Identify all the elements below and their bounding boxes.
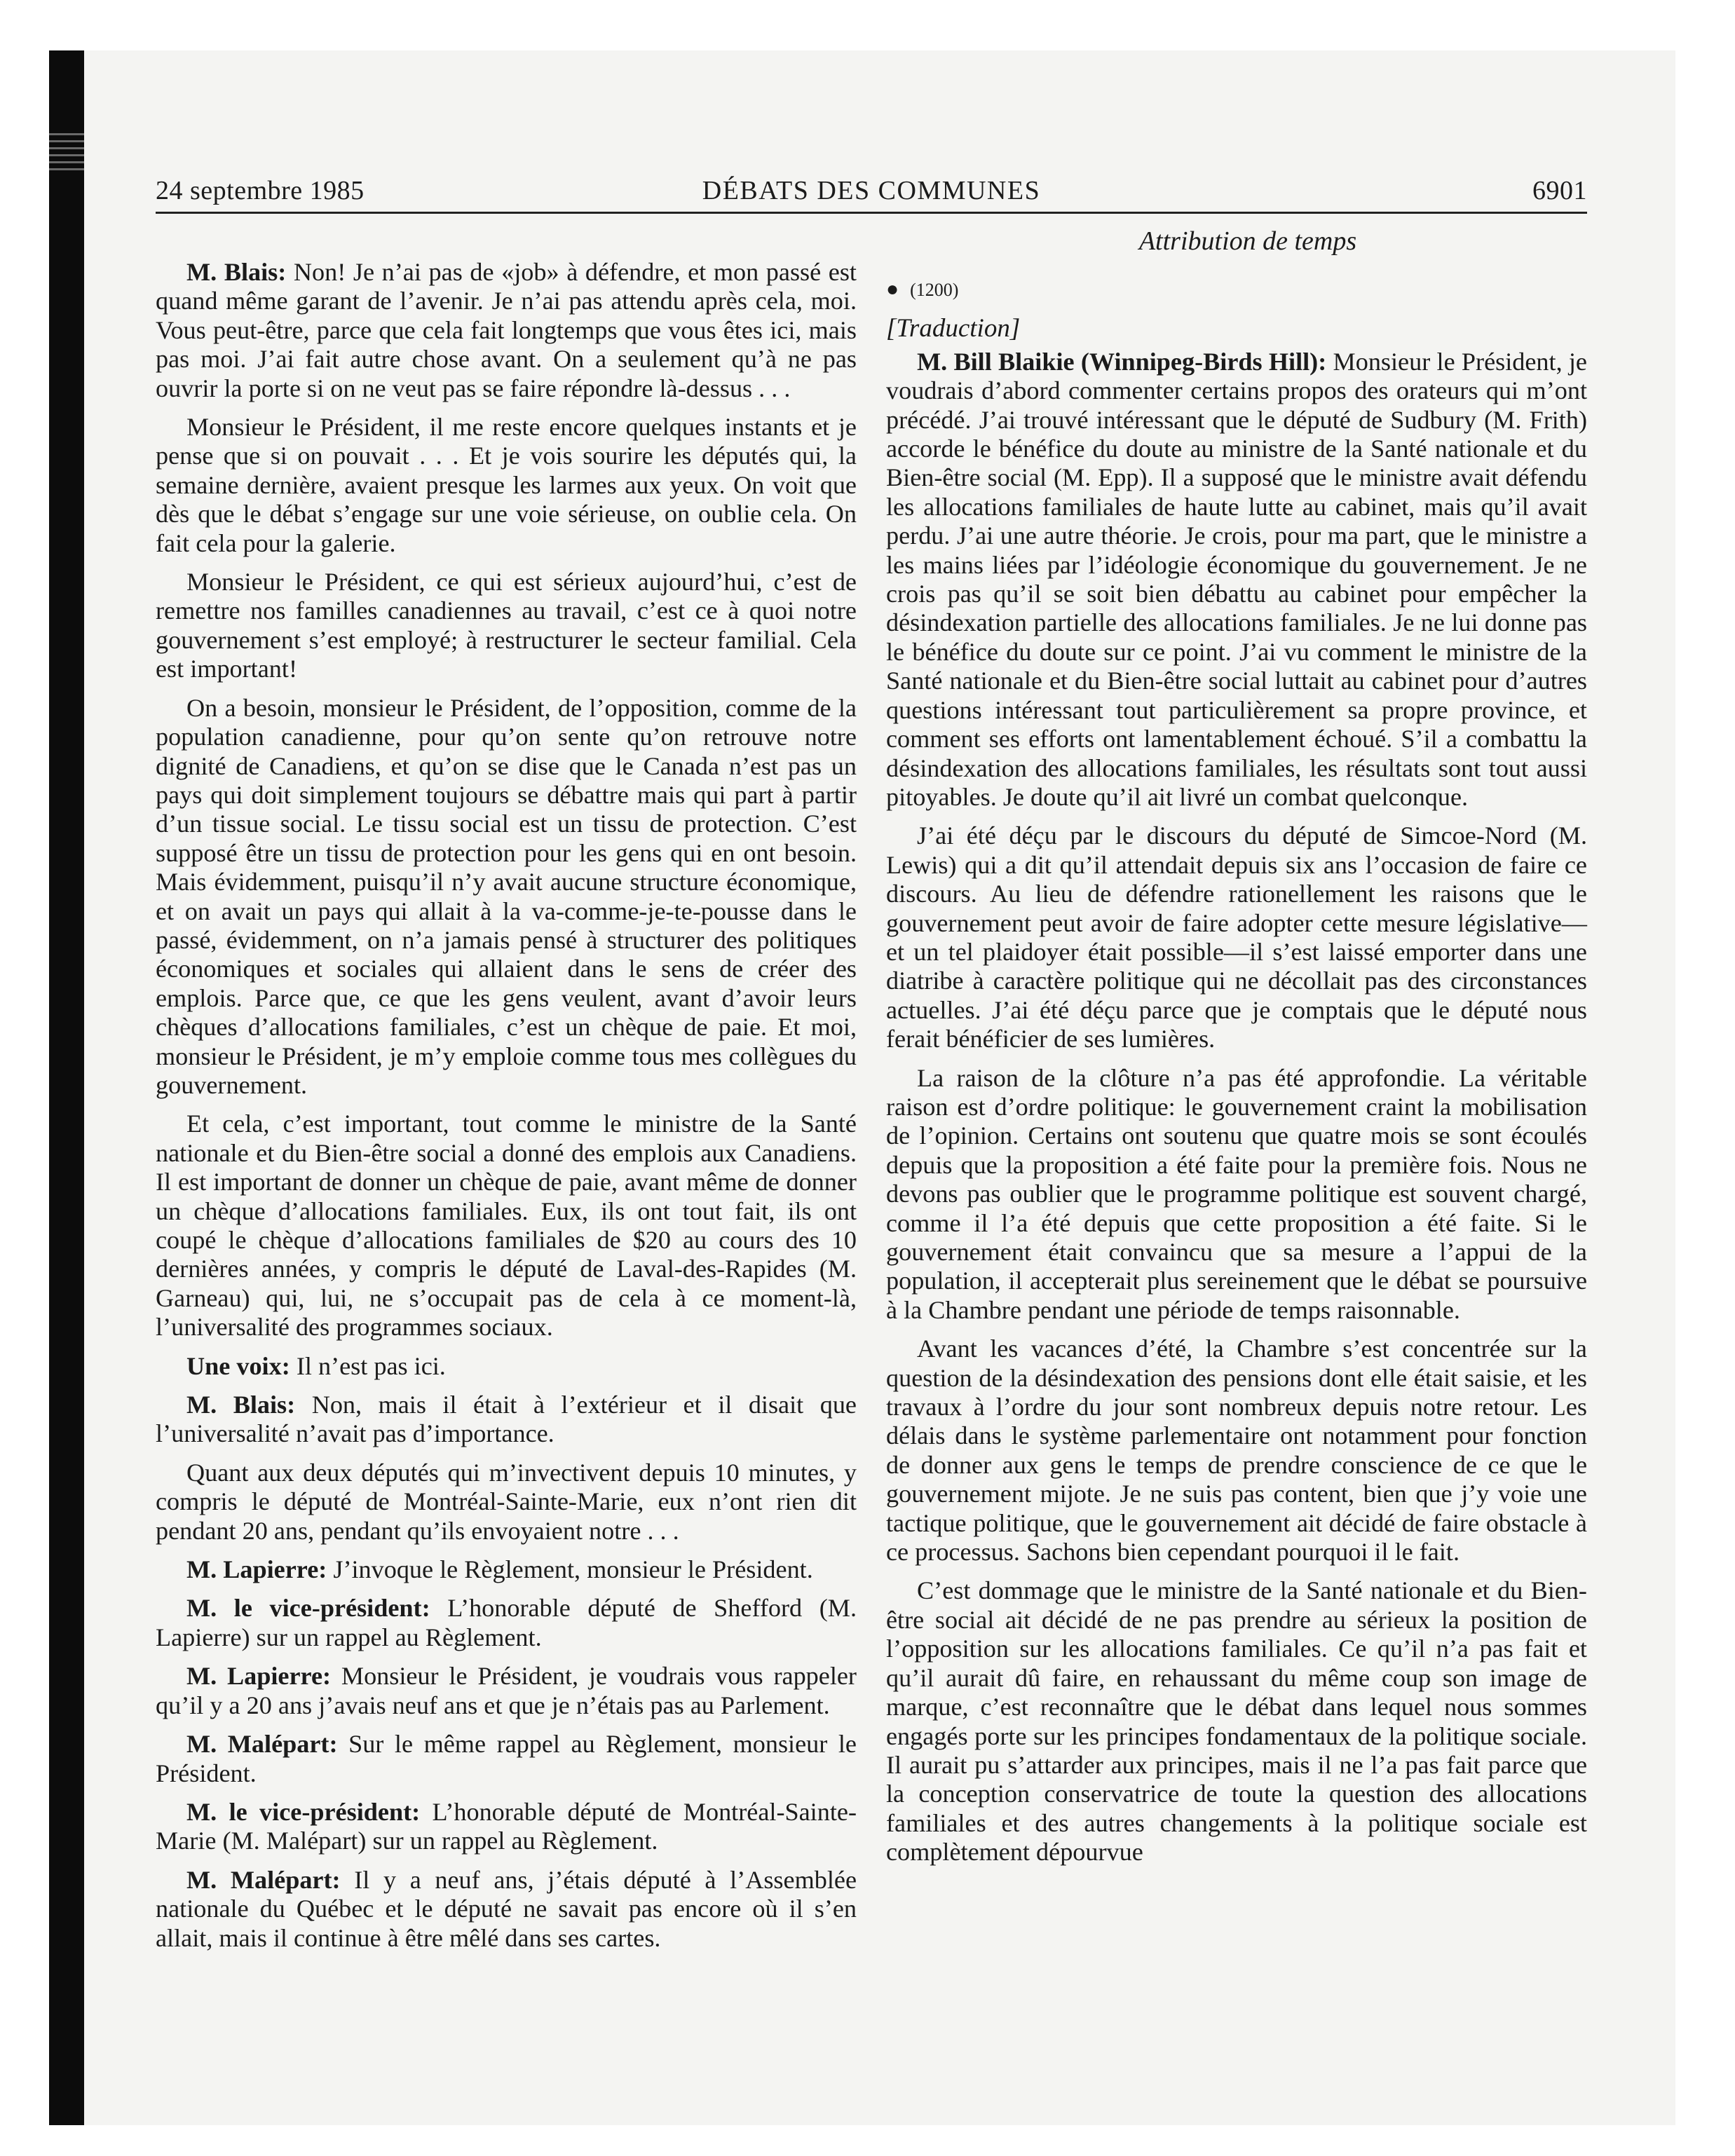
paragraph <box>886 1064 1587 1325</box>
speaker-name: M. Lapierre: <box>186 1662 332 1691</box>
paragraph <box>156 1391 857 1449</box>
paragraph-text: Il n’est pas ici. <box>290 1351 446 1380</box>
binding-edge <box>49 50 84 2125</box>
translation-note: [Traduction] <box>886 314 1021 343</box>
paragraph <box>156 1798 857 1856</box>
right-paragraphs <box>886 348 1587 1867</box>
paragraph-text: Quant aux deux députés qui m’invectivent depuis 10 minutes, y compris le député de Montréal-Sainte-Marie, eux n’ont rien dit pendant 20 ans, pendant qu’ils envoyaient notre . . . <box>156 1458 857 1545</box>
speaker-name: M. Malépart: <box>186 1865 341 1894</box>
paragraph-text: L’honorable député de Montréal-Sainte-Marie (M. Malépart) sur un rappel au Règlement. <box>156 1797 857 1855</box>
speaker-name: M. le vice-président: <box>186 1594 430 1623</box>
paragraph <box>156 694 857 1100</box>
paragraph-text: Avant les vacances d’été, la Chambre s’est concentrée sur la question de la désindexation des pensions dont elle était saisie, et les travaux à l’ordre du jour sont nombreux depuis notre retour. Les délais dans le système parlementaire ont notamment pour fonction de donner aux gens le temps de prendre conscience de ce que le gouvernement mijote. Je ne suis pas content, bien que j’y voie une tactique politique, que le gouvernement ait décidé de faire obstacle à ce processus. Sachons bien cependant pourquoi il le fait. <box>886 1335 1587 1567</box>
page-header <box>156 172 1587 214</box>
bullet-icon: ● <box>886 278 899 301</box>
paragraph-text: J’ai été déçu par le discours du député de Simcoe-Nord (M. Lewis) qui a dit qu’il attendait depuis six ans l’occasion de faire ce discours. Au lieu de défendre rationellement les raisons que le gouvernement peut avoir de faire adopter cette mesure législative—et un tel plaidoyer était possible—il s’est laissé emporter dans une diatribe à caractère politique qui ne décollait pas des circonstances actuelles. J’ai été déçu parce que je comptais que le député nous ferait bénéficier de ses lumières. <box>886 821 1587 1053</box>
paragraph-text: Et cela, c’est important, tout comme le ministre de la Santé nationale et du Bien-être social a donné des emplois aux Canadiens. Il est important de donner un chèque de paie, avant même de donner un chèque d’allocations familiales. Eux, ils ont tout fait, ils ont coupé le chèque d’allocations familiales de $20 au cours des 10 dernières années, y compris le député de Laval-des-Rapides (M. Garneau) qui, lui, ne s’occupait pas de cela à ce moment-là, l’universalité des programmes sociaux. <box>156 1110 857 1342</box>
paragraph-text: L’honorable député de Shefford (M. Lapierre) sur un rappel au Règlement. <box>156 1594 857 1651</box>
paragraph <box>886 821 1587 1053</box>
time-marker: ● (1200) <box>886 278 959 301</box>
speaker-name: M. Blais: <box>186 1391 296 1419</box>
speaker-name: M. Malépart: <box>186 1730 338 1759</box>
paragraph <box>156 413 857 558</box>
left-column <box>156 258 857 1963</box>
speaker-name: Une voix: <box>186 1351 290 1380</box>
paragraph <box>156 1459 857 1546</box>
header-date: 24 septembre 1985 <box>156 176 365 205</box>
paragraph-text: C’est dommage que le ministre de la Santé nationale et du Bien-être social ait décidé de ne pas prendre au sérieux la position de l’opposition sur les allocations familiales. Ce qu’il n’a pas fait et qu’il aurait dû faire, en rehaussant du même coup son image de marque, c’est reconnaître que le débat dans lequel nous sommes engagés porte sur les principes fondamentaux de la politique sociale. Il aurait pu s’attarder aux principes, mais il ne l’a pas fait parce que la conception conservatrice de toute la question des allocations familiales et des autres changements à la politique sociale est complètement dépourvue <box>886 1576 1587 1867</box>
paragraph <box>156 258 857 403</box>
speaker-name: M. Lapierre: <box>186 1555 327 1584</box>
paragraph <box>156 1555 857 1584</box>
paragraph-text: Non, mais il était à l’extérieur et il disait que l’universalité n’avait pas d’importance. <box>156 1391 857 1448</box>
speaker-name: M. le vice-président: <box>186 1797 421 1826</box>
paragraph-text: Monsieur le Président, je voudrais vous rappeler qu’il y a 20 ans j’avais neuf ans et que je n’étais pas au Parlement. <box>156 1662 857 1719</box>
header-title: DÉBATS DES COMMUNES <box>702 176 1041 205</box>
paragraph <box>156 1594 857 1652</box>
paragraph-text: On a besoin, monsieur le Président, de l’opposition, comme de la population canadienne, pour qu’on sente qu’on retrouve notre dignité de Canadiens, et qu’on se dise que le Canada n’est pas un pays qui doit simplement toujours se débattre mais qui part à partir d’un tissue social. Le tissu social est un tissu de protection. C’est supposé être un tissu de protection pour les gens qui en ont besoin. Mais évidemment, puisqu’il n’y avait aucune structure économique, et on avait un pays qui allait à la va-comme-je-te-pousse dans le passé, évidemment, on n’a jamais pensé à structurer des politiques économiques et sociales qui allaient dans le sens de créer des emplois. Parce que, ce que les gens veulent, avant d’avoir leurs chèques d’allocations familiales, c’est un chèque de paie. Et moi, monsieur le Président, je m’y emploie comme tous mes collègues du gouvernement. <box>156 693 857 1099</box>
paragraph <box>156 1352 857 1381</box>
speaker-name: M. Blais: <box>186 258 287 286</box>
paragraph <box>156 1662 857 1720</box>
paragraph <box>156 568 857 684</box>
paragraph-text: Il y a neuf ans, j’étais député à l’Assemblée nationale du Québec et le député ne savait pas encore où il s’en allait, mais il continue à être mêlé dans ses cartes. <box>156 1865 857 1952</box>
speaker-name: M. Bill Blaikie (Winnipeg-Birds Hill): <box>917 347 1327 376</box>
paragraph <box>886 348 1587 812</box>
paragraph <box>886 1576 1587 1867</box>
paragraph-text: Non! Je n’ai pas de «job» à défendre, et mon passé est quand même garant de l’avenir. Je n’ai pas attendu après cela, moi. Vous peut-être, parce que cela fait longtemps que vous êtes ici, mais pas moi. J’ai fait autre chose avant. On a seulement qu’à ne pas ouvrir la porte si on ne veut pas se faire répondre là-dessus . . . <box>156 258 857 402</box>
running-title: Attribution de temps <box>1138 226 1357 256</box>
paragraph-text: Monsieur le Président, ce qui est sérieux aujourd’hui, c’est de remettre nos familles canadiennes au travail, c’est ce à quoi notre gouvernement s’est employé; à restructurer le secteur familial. Cela est important! <box>156 568 857 683</box>
right-column <box>886 275 1587 1877</box>
page-number: 6901 <box>1532 176 1587 205</box>
paragraph-text: Monsieur le Président, je voudrais d’abord commenter certains propos des orateurs qui m’ont précédé. J’ai trouvé intéressant que le député de Sudbury (M. Frith) accorde le bénéfice du doute au ministre de la Santé nationale et du Bien-être social (M. Epp). Il a supposé que le ministre avait défendu les allocations familiales de haute lutte au cabinet, mais qu’il avait perdu. J’ai une autre théorie. Je crois, pour ma part, que le ministre a les mains liées par l’idéologie économique du gouvernement. Je ne crois pas qu’il se soit bien débattu au cabinet pour empêcher la désindexation partielle des allocations familiales. Je ne lui donne pas le bénéfice du doute sur ce point. J’ai vu comment le ministre de la Santé nationale et du Bien-être social luttait au cabinet pour d’autres questions intéressant tout particulièrement sa propre province, et comment ses efforts ont lamentablement échoué. S’il a combattu la désindexation des allocations familiales, les résultats sont tout aussi pitoyables. Je doute qu’il ait livré un combat quelconque. <box>886 347 1587 811</box>
paragraph <box>156 1866 857 1953</box>
paragraph-text: Monsieur le Président, il me reste encore quelques instants et je pense que si on pouvait . . . Et je vois sourire les députés qui, la semaine dernière, avaient presque les larmes aux yeux. On voit que dès que le débat s’engage sur une voie sérieuse, on oublie cela. On fait cela pour la galerie. <box>156 413 857 557</box>
paragraph <box>886 1335 1587 1567</box>
paragraph-text: La raison de la clôture n’a pas été approfondie. La véritable raison est d’ordre politique: le gouvernement craint la mobilisation de l’opinion. Certains ont soutenu que quatre mois se sont écoulés depuis que la proposition a été faite pour la première fois. Nous ne devons pas oublier que le programme politique est souvent chargé, comme il l’a été depuis que cette proposition a été faite. Si le gouvernement était convaincu que sa mesure a l’appui de la population, il accepterait plus sereinement que le débat se poursuive à la Chambre pendant une période de temps raisonnable. <box>886 1063 1587 1324</box>
paragraph-text: J’invoque le Règlement, monsieur le Président. <box>327 1555 813 1584</box>
paragraph-text: Sur le même rappel au Règlement, monsieur le Président. <box>156 1730 857 1787</box>
paragraph <box>156 1730 857 1788</box>
paragraph <box>156 1110 857 1342</box>
